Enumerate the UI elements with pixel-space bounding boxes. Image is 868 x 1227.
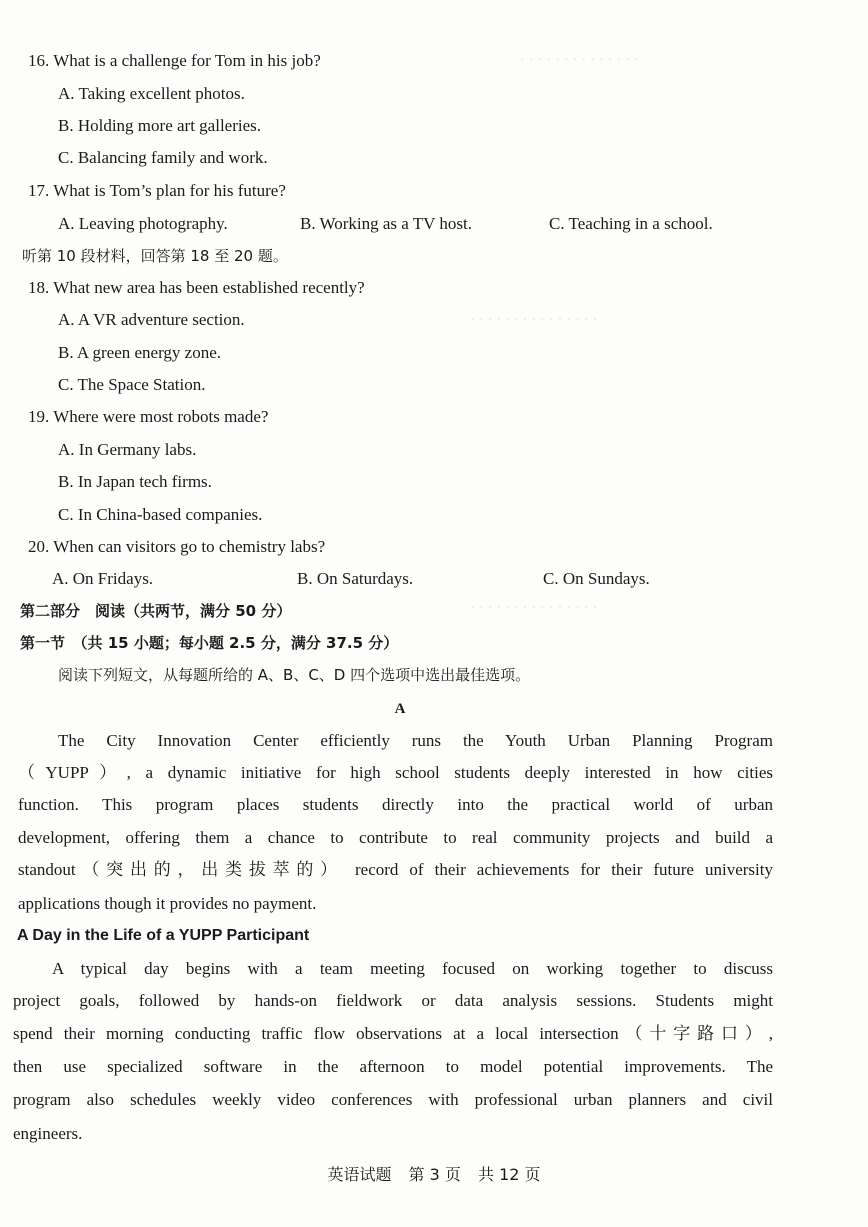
passage-paragraph-1-line: function. This program places students directly into the practical world of urban (18, 795, 773, 814)
question-17-option-b: B. Working as a TV host. (300, 214, 472, 233)
passage-subheading: A Day in the Life of a YUPP Participant (17, 927, 310, 944)
question-16-option-c: C. Balancing family and work. (58, 148, 268, 167)
passage-paragraph-2-line: engineers. (13, 1124, 83, 1143)
page-footer (0, 1162, 868, 1185)
question-17-option-c: C. Teaching in a school. (549, 214, 713, 233)
passage-paragraph-2-line: project goals, followed by hands-on fieldwork or data analysis sessions. Students might (13, 991, 773, 1010)
reading-instructions: 阅读下列短文，从每题所给的 A、B、C、D 四个选项中选出最佳选项。 (58, 666, 531, 684)
question-17-option-a: A. Leaving photography. (58, 214, 228, 233)
passage-paragraph-1-line: applications though it provides no payment. (18, 894, 317, 913)
passage-paragraph-2-line: then use specialized software in the afternoon to model potential improvements. The (13, 1057, 773, 1076)
question-19-option-b: B. In Japan tech firms. (58, 472, 212, 491)
passage-paragraph-2-line: A typical day begins with a team meeting focused on working together to discuss (52, 959, 773, 978)
listening-section-10-instruction: 听第 10 段材料，回答第 18 至 20 题。 (22, 247, 288, 265)
question-16-option-a: A. Taking excellent photos. (58, 84, 245, 103)
passage-paragraph-1-line: （YUPP）, a dynamic initiative for high school students deeply interested in how cities (18, 763, 773, 782)
passage-paragraph-1-line: standout（突出的，出类拔萃的） record of their achievements for their future university (18, 860, 773, 879)
passage-paragraph-2-line: spend their morning conducting traffic flow observations at a local intersection（十字路口）, (13, 1024, 773, 1043)
question-20-option-b: B. On Saturdays. (297, 569, 414, 588)
question-20-option-a: A. On Fridays. (52, 569, 154, 588)
passage-paragraph-1-line: development, offering them a chance to contribute to real community projects and build a (18, 828, 773, 847)
part-two-heading: 第二部分 阅读（共两节，满分 50 分） (20, 602, 292, 620)
bleed-through-text: · · · · · · · · · · · · · · · (470, 600, 598, 616)
footer-subject: 英语试题 (327, 1165, 392, 1184)
question-19-option-c: C. In China-based companies. (58, 505, 263, 524)
question-20-stem: 20. When can visitors go to chemistry labs? (28, 537, 326, 556)
question-19-option-a: A. In Germany labs. (58, 440, 197, 459)
question-19-stem: 19. Where were most robots made? (28, 407, 269, 426)
footer-total-pages: 共 12 页 (478, 1165, 541, 1184)
section-one-heading: 第一节 （共 15 小题；每小题 2.5 分，满分 37.5 分） (20, 634, 399, 652)
question-16-option-b: B. Holding more art galleries. (58, 116, 262, 135)
question-18-stem: 18. What new area has been established recently? (28, 278, 365, 297)
question-18-option-b: B. A green energy zone. (58, 343, 222, 362)
bleed-through-text: · · · · · · · · · · · · · · (520, 52, 639, 68)
passage-label: A (394, 701, 406, 717)
bleed-through-text: · · · · · · · · · · · · · · · (470, 312, 598, 328)
question-16-stem: 16. What is a challenge for Tom in his job? (28, 51, 321, 70)
question-20-option-c: C. On Sundays. (543, 569, 650, 588)
passage-paragraph-1-line: The City Innovation Center efficiently runs the Youth Urban Planning Program (58, 731, 773, 750)
question-18-option-a: A. A VR adventure section. (58, 310, 245, 329)
question-17-stem: 17. What is Tom’s plan for his future? (28, 181, 286, 200)
passage-paragraph-2-line: program also schedules weekly video conferences with professional urban planners and civil (13, 1090, 773, 1109)
question-18-option-c: C. The Space Station. (58, 375, 206, 394)
footer-page-number: 第 3 页 (408, 1165, 461, 1184)
